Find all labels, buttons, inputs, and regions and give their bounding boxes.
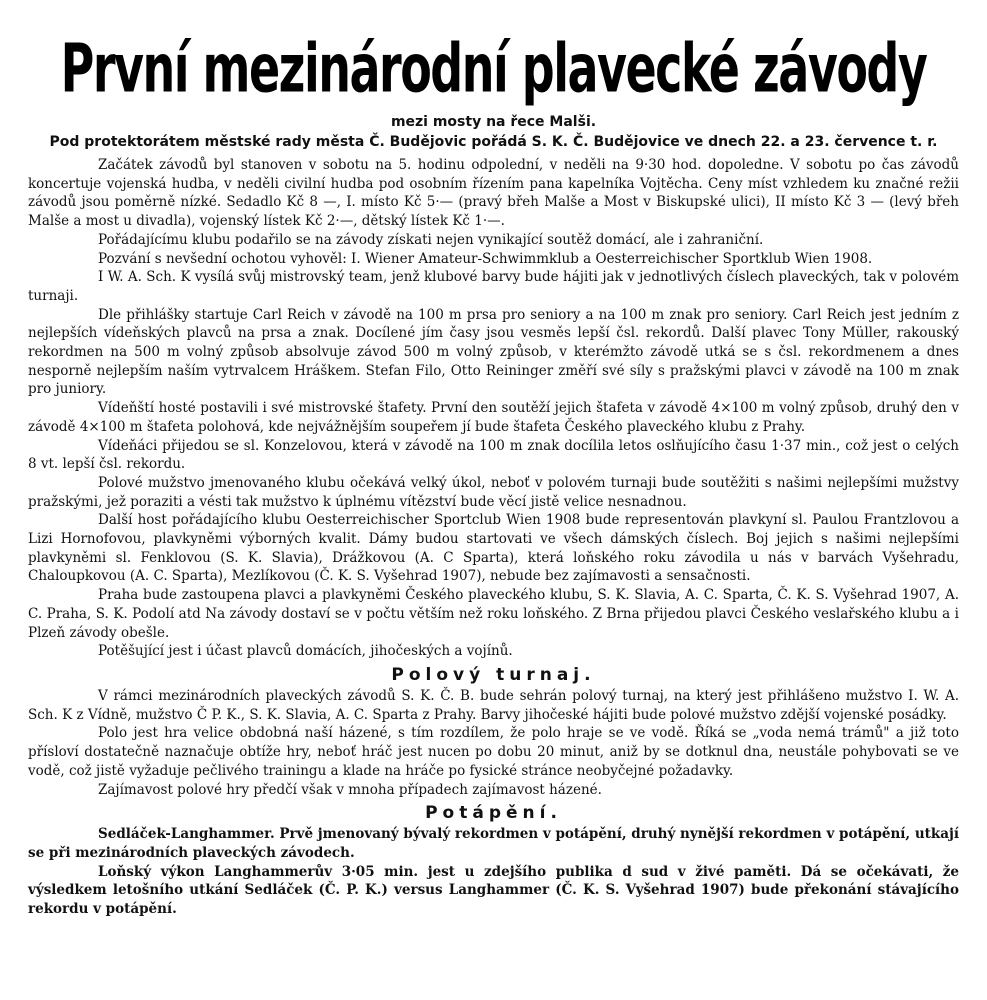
- paragraph-diving-1: Sedláček-Langhammer. Prvě jmenovaný bývalý rekordmen v potápění, druhý nynější rekordmen v potápění, utkají se při mezinárodních plaveckých závodech.: [28, 826, 959, 861]
- headline: První mezinárodní plavecké závody: [60, 28, 927, 108]
- subheadline: mezi mosty na řece Malši.: [390, 114, 597, 130]
- paragraph-relays: Vídeňští hosté postavili i své mistrovské štafety. První den soutěží jejich štafeta v závodě 4×100 m volný způsob, druhý den v závodě 4×100 m štafeta polohová, kde nejvážnějším soupeřem jí bude štafeta Českého plaveckého klubu z Prahy.: [28, 400, 959, 435]
- paragraph-polo-2: Polo jest hra velice obdobná naší házené, s tím rozdílem, že polo hraje se ve vodě. Říká se „voda nemá trámů" a již toto přísloví dostatečně naznačuje obtíže hry, neboť hráč jest nucen po dobu 20 minut, aniž by se dotknul dna, neustále pohybovati se ve vodě, což jistě vyžaduje pečlivého trainingu a klade na hráče po fysické stránce neobyčejné požadavky.: [28, 725, 959, 779]
- paragraph-schedule: Začátek závodů byl stanoven v sobotu na 5. hodinu odpolední, v neděli na 9·30 hod. dopoledne. V sobotu po čas závodů koncertuje vojenská hudba, v neděli civilní hudba pod osobním řízením pana kapelníka Vojtěcha. Ceny míst vzhledem ku značné režii závodů jsou poměrně nízké. Sedadlo Kč 8 —, I. místo Kč 5·— (pravý břeh Malše a Most v Biskupské ulici), II místo Kč 3 — (levý břeh Malše a most u divadla), vojenský lístek Kč 2·—, dětský lístek Kč 1·—.: [28, 157, 959, 230]
- paragraph-swimmers: Dle přihlášky startuje Carl Reich v závodě na 100 m prsa pro seniory a na 100 m znak pro seniory. Carl Reich jest jedním z nejlepších vídeňských plavců na prsa a znak. Docílené jím časy jsou vesměs lepší čsl. rekordů. Další plavec Tony Müller, rakouský rekordmen na 500 m volný způsob absolvuje závod 500 m volný způsob, v kterémžto závodě utká se s čsl. rekordmenem a dnes nesporně nejlepším naším vytrvalcem Hráškem. Stefan Filo, Otto Reininger změří své síly s pražskými plavci v závodě na 100 m znak pro juniory.: [28, 306, 959, 398]
- paragraph-local: Potěšující jest i účast plavců domácích, jihočeských a vojínů.: [98, 643, 513, 660]
- section-heading-diving: Potápění.: [425, 803, 562, 824]
- paragraph-polo-team: Polové mužstvo jmenovaného klubu očekává velký úkol, neboť v polovém turnaji bude soutěžiti s našimi nejlepšími mužstvy pražskými, jež poraziti a vésti tak mužstvo k úplnému vítězství bude věcí jistě velice nesnadnou.: [28, 474, 959, 510]
- protectorate-line: Pod protektorátem městské rady města Č. Budějovic pořádá S. K. Č. Budějovice ve dnech 22. a 23. července t. r.: [49, 134, 938, 150]
- paragraph-foreign-competition: Pořádajícímu klubu podařilo se na závody získati nejen vynikající soutěž domácí, ale i zahraniční.: [98, 231, 764, 248]
- paragraph-polo-1: V rámci mezinárodních plaveckých závodů S. K. Č. B. bude sehrán polový turnaj, na který jest přihlášeno mužstvo I. W. A. Sch. K z Vídně, mužstvo Č P. K., S. K. Slavia, A. C. Sparta z Prahy. Barvy jihočeské hájiti bude polové mužstvo zdější vojenské posádky.: [28, 687, 959, 723]
- paragraph-ladies: Další host pořádajícího klubu Oesterreichischer Sportclub Wien 1908 bude representován plavkyní sl. Paulou Frantzlovou a Lizi Hornofovou, plavkyněmi výborných kvalit. Dámy budou startovati ve všech dámských číslech. Boj jejich s našimi nejlepšími plavkyněmi sl. Fenklovou (S. K. Slavia), Drážkovou (A. C Sparta), která loňského roku závodila u nás v barvách Vyšehradu, Chaloupkovou (A. C. Sparta), Mezlíkovou (Č. K. S. Vyšehrad 1907), nebude bez zajímavosti a sensačnosti.: [28, 512, 959, 585]
- paragraph-polo-3: Zajímavost polové hry předčí však v mnoha případech zajímavost házené.: [98, 781, 602, 798]
- article-body: [28, 156, 959, 919]
- paragraph-diving-2: Loňský výkon Langhammerův 3·05 min. jest u zdejšího publika d sud v živé paměti. Dá se očekávati, že výsledkem letošního utkání Sedláček (Č. P. K.) versus Langhammer (Č. K. S. Vyšehrad 1907) bude překonání stávajícího rekordu v potápění.: [28, 863, 959, 918]
- paragraph-invitation: Pozvání s nevšední ochotou vyhověl: I. Wiener Amateur-Schwimmklub a Oesterreichischer Sportklub Wien 1908.: [98, 250, 873, 267]
- section-heading-polo: Polový turnaj.: [391, 664, 596, 685]
- paragraph-prague: Praha bude zastoupena plavci a plavkyněmi Českého plaveckého klubu, S. K. Slavia, A. C. Sparta, Č. K. S. Vyšehrad 1907, A. C. Praha, S. K. Podolí atd Na závody dostaví se v počtu větším než roku loňského. Z Brna přijedou plavci Českého veslařského klubu a i Plzeň závody obešle.: [28, 587, 959, 641]
- paragraph-konzelova: Vídeňáci přijedou se sl. Konzelovou, která v závodě na 100 m znak docílila letos oslňujícího času 1·37 min., což jest o celých 8 vt. lepší čsl. rekordu.: [28, 437, 959, 473]
- paragraph-team: I W. A. Sch. K vysílá svůj mistrovský team, jenž klubové barvy bude hájiti jak v jednotlivých číslech plaveckých, tak v polovém turnaji.: [28, 269, 959, 304]
